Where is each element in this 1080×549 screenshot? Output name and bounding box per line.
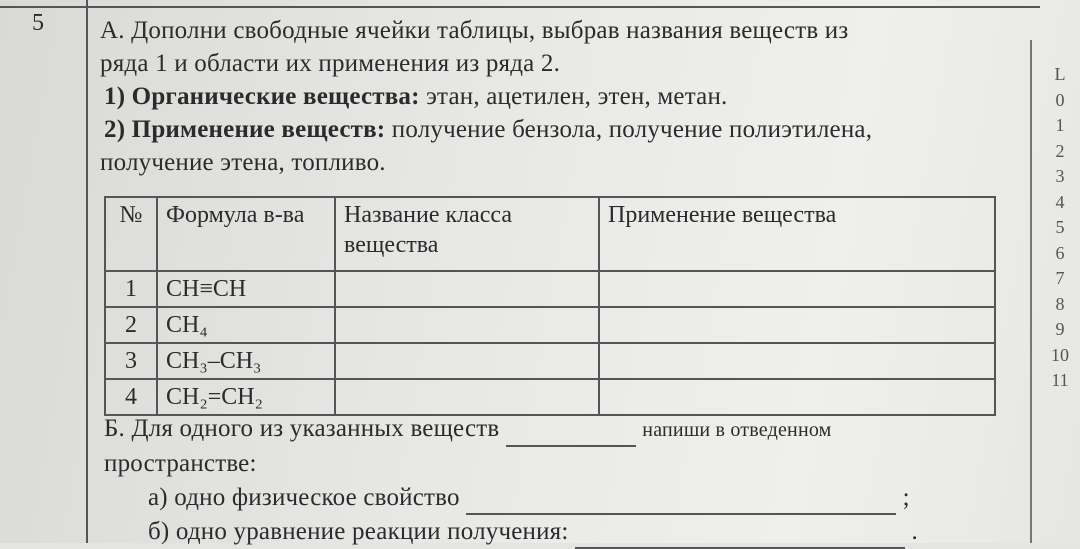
row-number: 3 (105, 343, 157, 379)
task-number: 5 (32, 10, 44, 36)
part-a (100, 14, 1020, 179)
series-1-text: этан, ацетилен, этен, метан. (426, 83, 728, 110)
margin-number: 7 (1055, 268, 1065, 288)
top-border (0, 6, 1040, 8)
row-class-cell[interactable] (335, 307, 599, 343)
row-class-cell[interactable] (335, 343, 599, 379)
row-application-cell[interactable] (599, 307, 995, 343)
part-a-line1: А. Дополни свободные ячейки таблицы, выбрав названия веществ из (100, 17, 849, 44)
header-formula: Формула в-ва (157, 197, 335, 271)
series-2-text: получение бензола, получение полиэтилена, (391, 116, 873, 143)
item-a (104, 481, 984, 515)
table-row (105, 271, 995, 307)
margin-number: 8 (1055, 293, 1065, 314)
right-margin-line (1030, 40, 1032, 543)
series-1-label: 1) Органические вещества: (104, 83, 420, 110)
left-margin-line (86, 0, 88, 543)
header-application: Применение вещества (599, 197, 995, 271)
series-2 (100, 113, 1020, 146)
margin-number: 10 (1051, 344, 1069, 365)
margin-numbers (1040, 62, 1080, 394)
item-b-label: б) одно уравнение реакции получения: (148, 518, 569, 545)
part-b-prompt: Б. Для одного из указанных веществ (104, 415, 500, 442)
margin-number: 6 (1055, 242, 1065, 263)
header-class-name: Название класса вещества (335, 197, 599, 271)
header-number: № (105, 197, 157, 271)
part-b (104, 412, 984, 549)
table-row (105, 379, 995, 415)
series-2-label: 2) Применение веществ: (104, 116, 386, 143)
series-2-continued: получение этена, топливо. (100, 149, 386, 176)
row-formula: CH₄ (157, 307, 335, 343)
row-formula: CH₃–CH₃ (157, 343, 335, 379)
margin-number: 0 (1055, 89, 1065, 110)
part-a-line2: ряда 1 и области их применения из ряда 2. (100, 50, 561, 77)
series-1 (100, 80, 1020, 113)
margin-number: 9 (1055, 319, 1065, 339)
margin-number: L (1054, 64, 1066, 84)
margin-number: 1 (1055, 115, 1065, 135)
item-a-end: ; (902, 484, 910, 511)
item-b-end: . (911, 518, 918, 545)
table-row (105, 343, 995, 379)
table-row (105, 307, 995, 343)
part-b-instruction: напиши в отведенном (642, 419, 832, 441)
item-a-label: а) одно физическое свойство (148, 484, 460, 511)
margin-number: 4 (1055, 191, 1065, 212)
row-application-cell[interactable] (599, 379, 995, 415)
margin-number: 2 (1055, 140, 1065, 161)
row-application-cell[interactable] (599, 343, 995, 379)
substance-blank[interactable] (506, 445, 636, 447)
row-application-cell[interactable] (599, 271, 995, 307)
margin-number: 11 (1051, 370, 1069, 390)
substances-table (104, 196, 996, 416)
row-number: 2 (105, 307, 157, 343)
part-b-line2: пространстве: (104, 450, 257, 477)
item-b (104, 515, 984, 549)
row-formula: CH≡CH (157, 271, 335, 307)
row-formula: CH₂=CH₂ (157, 379, 335, 415)
margin-number: 3 (1055, 166, 1065, 186)
row-class-cell[interactable] (335, 271, 599, 307)
row-number: 1 (105, 271, 157, 307)
margin-number: 5 (1055, 217, 1065, 237)
row-number: 4 (105, 379, 157, 415)
table-header-row (105, 197, 995, 271)
row-class-cell[interactable] (335, 379, 599, 415)
part-b-line1 (104, 412, 984, 447)
